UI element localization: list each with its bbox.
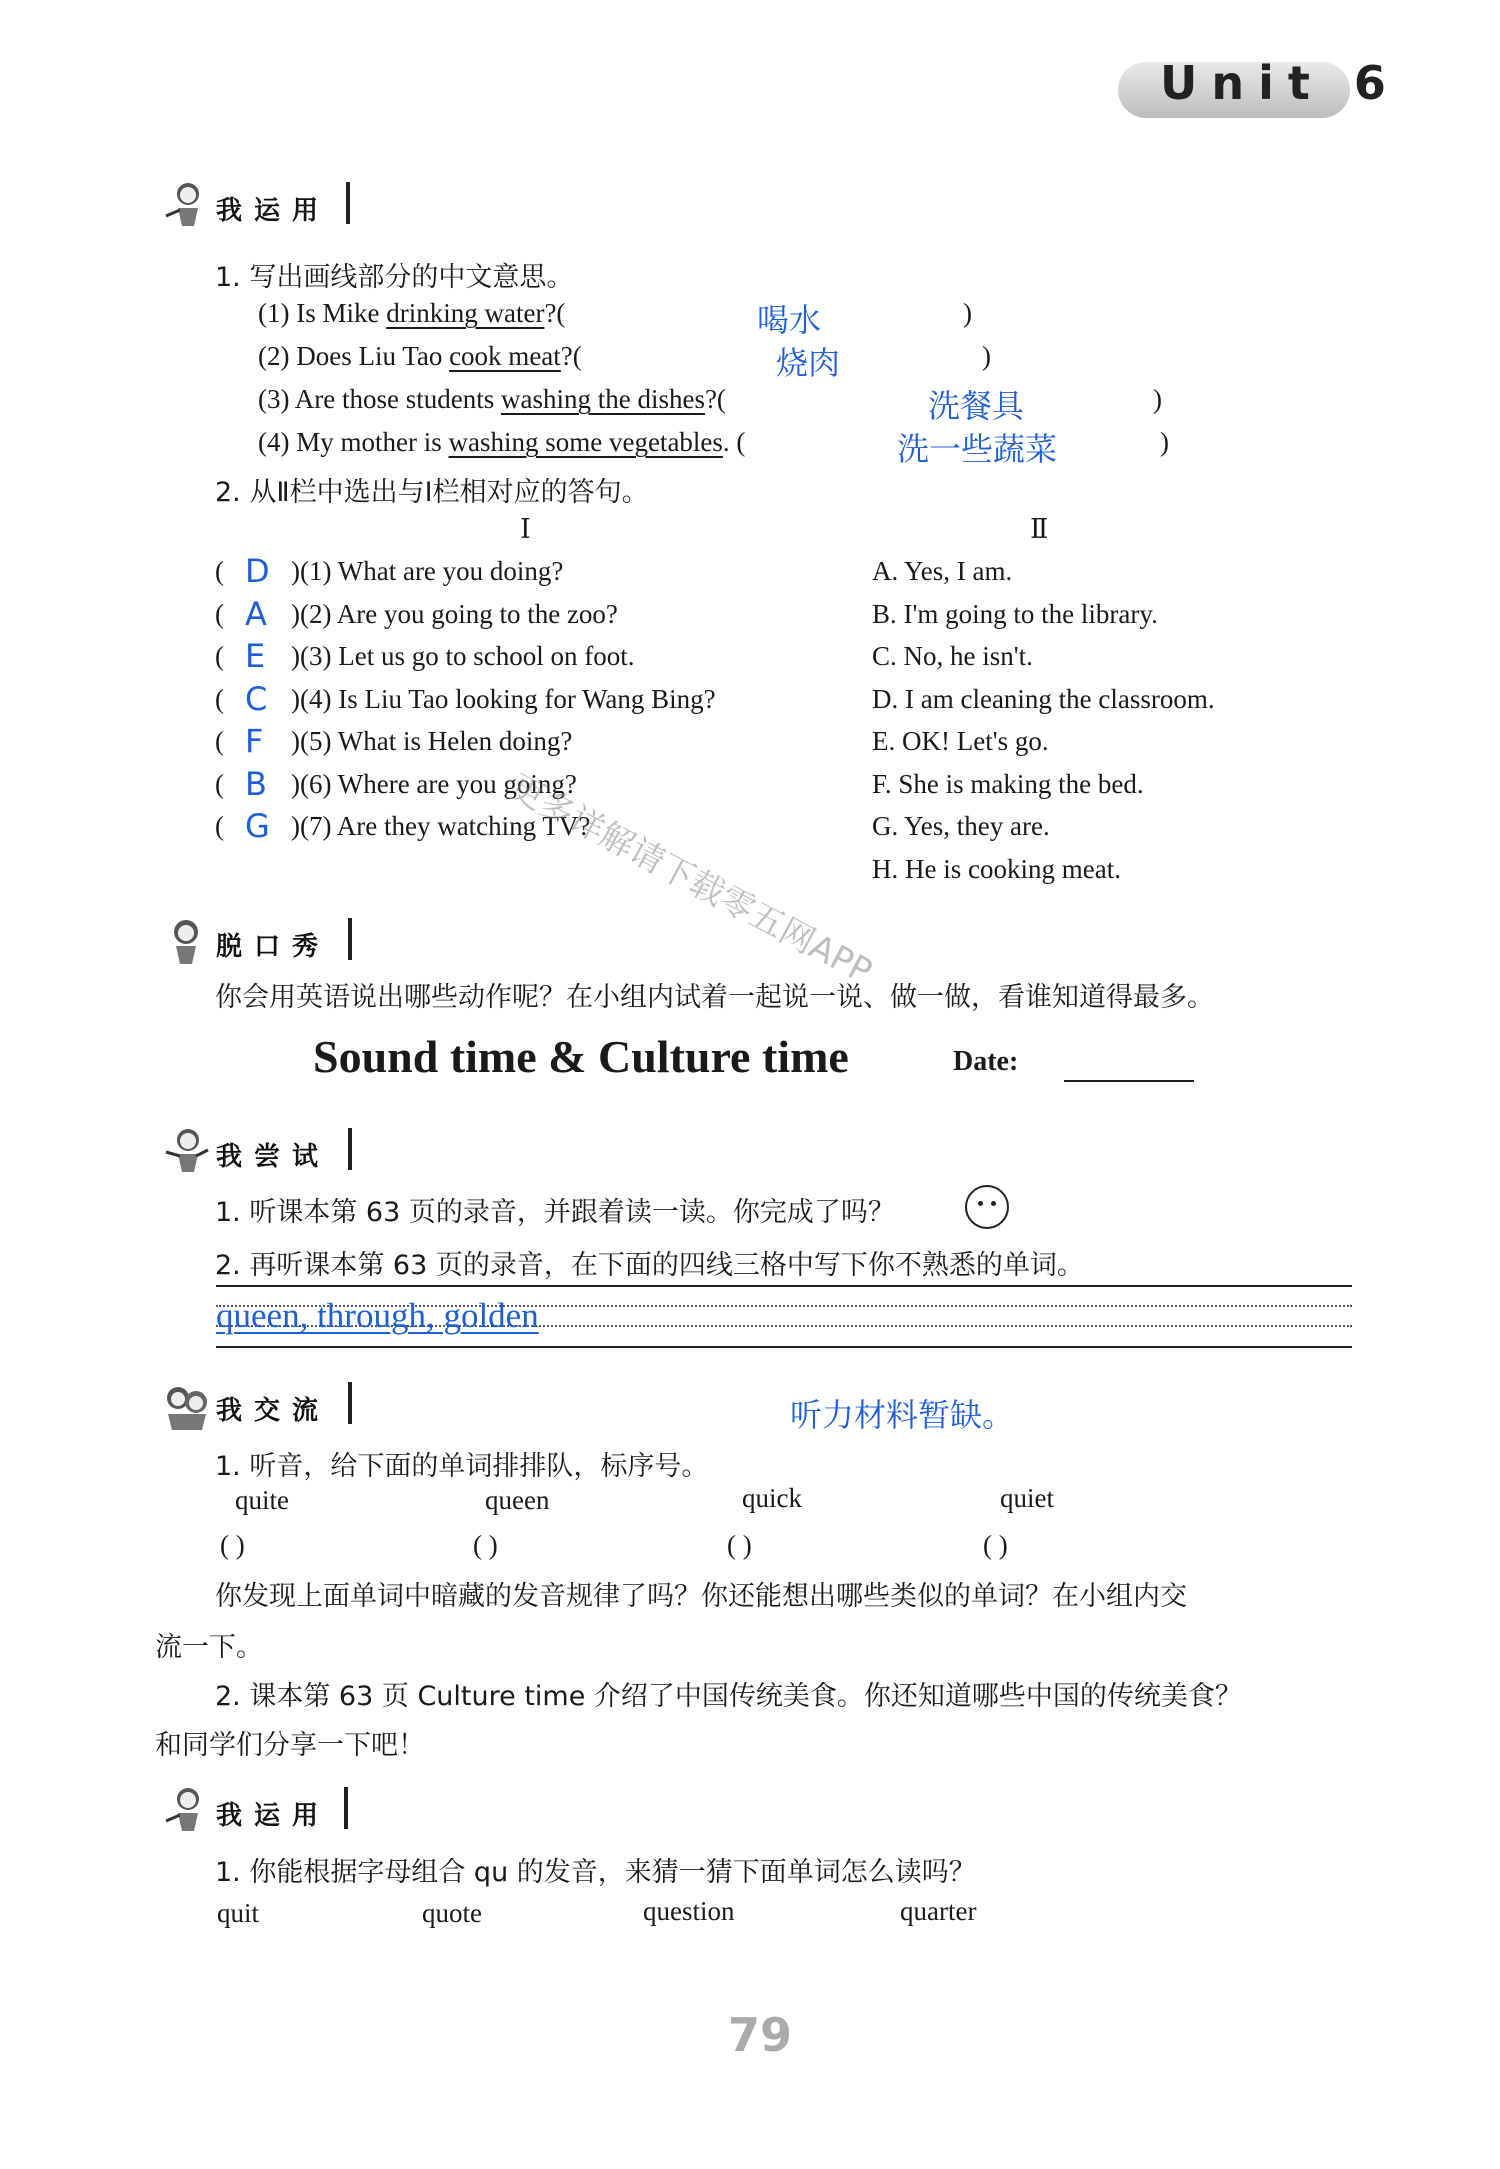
item-text: ?( <box>704 384 726 414</box>
word-quit: quit <box>217 1898 260 1928</box>
handwritten-words: queen, through, golden <box>216 1296 539 1335</box>
underlined-phrase: drinking water <box>386 298 545 328</box>
open-paren: ( <box>215 598 224 629</box>
section-label: 我尝试 <box>216 1142 331 1172</box>
word-queen: queen <box>485 1485 550 1515</box>
match-answer: E <box>245 637 266 675</box>
item-text: ?( <box>560 341 582 371</box>
kid-mascot-icon <box>160 916 214 970</box>
writing-line-4 <box>216 1346 1352 1348</box>
close-paren: ) <box>1160 427 1169 457</box>
open-paren: ( <box>215 726 224 756</box>
item-text: ?( <box>544 298 566 328</box>
close-paren: ) <box>982 341 991 371</box>
match-answer: G <box>245 807 270 845</box>
match-option: G. Yes, they are. <box>872 811 1050 841</box>
answer-3: 洗餐具 <box>928 387 1025 425</box>
exchange-para1-line2: 流一下。 <box>155 1632 263 1663</box>
word-quick: quick <box>742 1483 802 1513</box>
section-header-try <box>160 1126 360 1180</box>
item-text: (4) My mother is <box>258 427 449 457</box>
section-label: 我交流 <box>216 1396 331 1426</box>
word-quiet: quiet <box>1000 1483 1054 1513</box>
match-question: )(3) Let us go to school on foot. <box>291 641 635 671</box>
unit-badge: Unit 6 <box>1160 56 1400 110</box>
smiley-face-icon <box>965 1185 1009 1229</box>
close-paren: ) <box>963 298 972 328</box>
kids-mascot-icon <box>160 1380 214 1434</box>
q2-prompt: 2. 从Ⅱ栏中选出与Ⅰ栏相对应的答句。 <box>215 477 649 508</box>
match-option: H. He is cooking meat. <box>872 853 1121 884</box>
match-question: )(2) Are you going to the zoo? <box>291 598 618 629</box>
section-divider <box>348 1382 352 1424</box>
q1-prompt: 1. 写出画线部分的中文意思。 <box>215 262 574 293</box>
match-answer: C <box>245 679 268 718</box>
match-option: F. She is making the bed. <box>872 768 1144 799</box>
word-question: question <box>643 1896 735 1926</box>
section-header-talk-show <box>160 916 360 970</box>
answer-4: 洗一些蔬菜 <box>897 430 1058 468</box>
match-answer: A <box>245 594 267 633</box>
talk-show-text: 你会用英语说出哪些动作呢？在小组内试着一起说一说、做一做，看谁知道得最多。 <box>215 982 1214 1013</box>
try-q1: 1. 听课本第 63 页的录音，并跟着读一读。你完成了吗？ <box>215 1197 895 1228</box>
match-option: E. OK! Let's go. <box>872 726 1049 756</box>
date-line <box>1064 1080 1194 1082</box>
exchange-para2-line2: 和同学们分享一下吧！ <box>155 1730 425 1761</box>
section-label: 我运用 <box>216 196 331 226</box>
apply2-q1: 1. 你能根据字母组合 qu 的发音，来猜一猜下面单词怎么读吗？ <box>215 1857 976 1888</box>
match-answer: B <box>245 764 267 803</box>
order-blank-2[interactable]: ( ) <box>473 1530 498 1560</box>
date-label: Date: <box>953 1046 1019 1077</box>
lesson-title: Sound time & Culture time <box>313 1031 849 1082</box>
section-header-apply-2 <box>160 1785 360 1839</box>
page-number: 79 <box>728 2008 793 2062</box>
item-text: (1) Is Mike <box>258 298 387 328</box>
section-header-exchange <box>160 1380 360 1434</box>
q1-item-1 <box>258 298 565 329</box>
open-paren: ( <box>215 811 224 841</box>
answer-1: 喝水 <box>757 301 822 339</box>
exchange-para2-line1: 2. 课本第 63 页 Culture time 介绍了中国传统美食。你还知道哪些中国的传统美食？ <box>215 1681 1242 1712</box>
q1-item-3 <box>258 384 726 415</box>
kid-mascot-icon <box>160 180 214 234</box>
open-paren: ( <box>215 556 224 586</box>
order-blank-3[interactable]: ( ) <box>727 1530 752 1560</box>
match-answer: F <box>245 722 264 760</box>
close-paren: ) <box>1153 384 1162 414</box>
answer-2: 烧肉 <box>776 344 841 382</box>
column-header-2: Ⅱ <box>1030 514 1049 544</box>
section-divider <box>348 918 352 960</box>
column-header-1: Ⅰ <box>520 514 531 544</box>
match-option: B. I'm going to the library. <box>872 598 1158 629</box>
match-option: C. No, he isn't. <box>872 641 1033 671</box>
exchange-q1: 1. 听音，给下面的单词排排队，标序号。 <box>215 1451 709 1482</box>
match-question: )(4) Is Liu Tao looking for Wang Bing? <box>291 683 716 714</box>
section-label: 我运用 <box>216 1801 331 1831</box>
writing-line-1 <box>216 1285 1352 1287</box>
watermark: 更多详解请下载零五网APP <box>502 767 879 993</box>
section-header-apply-1 <box>160 180 360 234</box>
open-paren: ( <box>215 641 224 671</box>
match-question: )(6) Where are you going? <box>291 768 577 799</box>
listening-material-note: 听力材料暂缺。 <box>790 1396 1015 1434</box>
exchange-para1-line1: 你发现上面单词中暗藏的发音规律了吗？你还能想出哪些类似的单词？在小组内交 <box>215 1581 1187 1612</box>
kid-mascot-icon <box>160 1785 214 1839</box>
word-quite: quite <box>235 1485 289 1515</box>
item-text: . ( <box>722 427 746 457</box>
match-answer: D <box>245 552 270 590</box>
order-blank-4[interactable]: ( ) <box>983 1530 1008 1560</box>
order-blank-1[interactable]: ( ) <box>220 1530 245 1560</box>
q1-item-2 <box>258 341 582 372</box>
section-label: 脱口秀 <box>216 932 331 962</box>
open-paren: ( <box>215 683 224 714</box>
section-divider <box>344 1787 348 1829</box>
kid-mascot-icon <box>160 1126 214 1180</box>
underlined-phrase: washing the dishes <box>500 384 705 414</box>
match-option: D. I am cleaning the classroom. <box>872 683 1215 714</box>
section-divider <box>346 182 350 224</box>
underlined-phrase: cook meat <box>449 341 561 371</box>
match-question: )(1) What are you doing? <box>291 556 564 586</box>
match-option: A. Yes, I am. <box>872 556 1013 586</box>
word-quarter: quarter <box>900 1896 977 1926</box>
q1-item-4 <box>258 427 745 458</box>
word-quote: quote <box>422 1898 482 1928</box>
section-divider <box>348 1128 352 1170</box>
match-question: )(7) Are they watching TV? <box>291 811 591 841</box>
item-text: (3) Are those students <box>258 384 501 414</box>
underlined-phrase: washing some vegetables <box>448 427 723 457</box>
try-q2: 2. 再听课本第 63 页的录音，在下面的四线三格中写下你不熟悉的单词。 <box>215 1250 1084 1281</box>
open-paren: ( <box>215 768 224 799</box>
item-text: (2) Does Liu Tao <box>258 341 450 371</box>
match-question: )(5) What is Helen doing? <box>291 726 573 756</box>
